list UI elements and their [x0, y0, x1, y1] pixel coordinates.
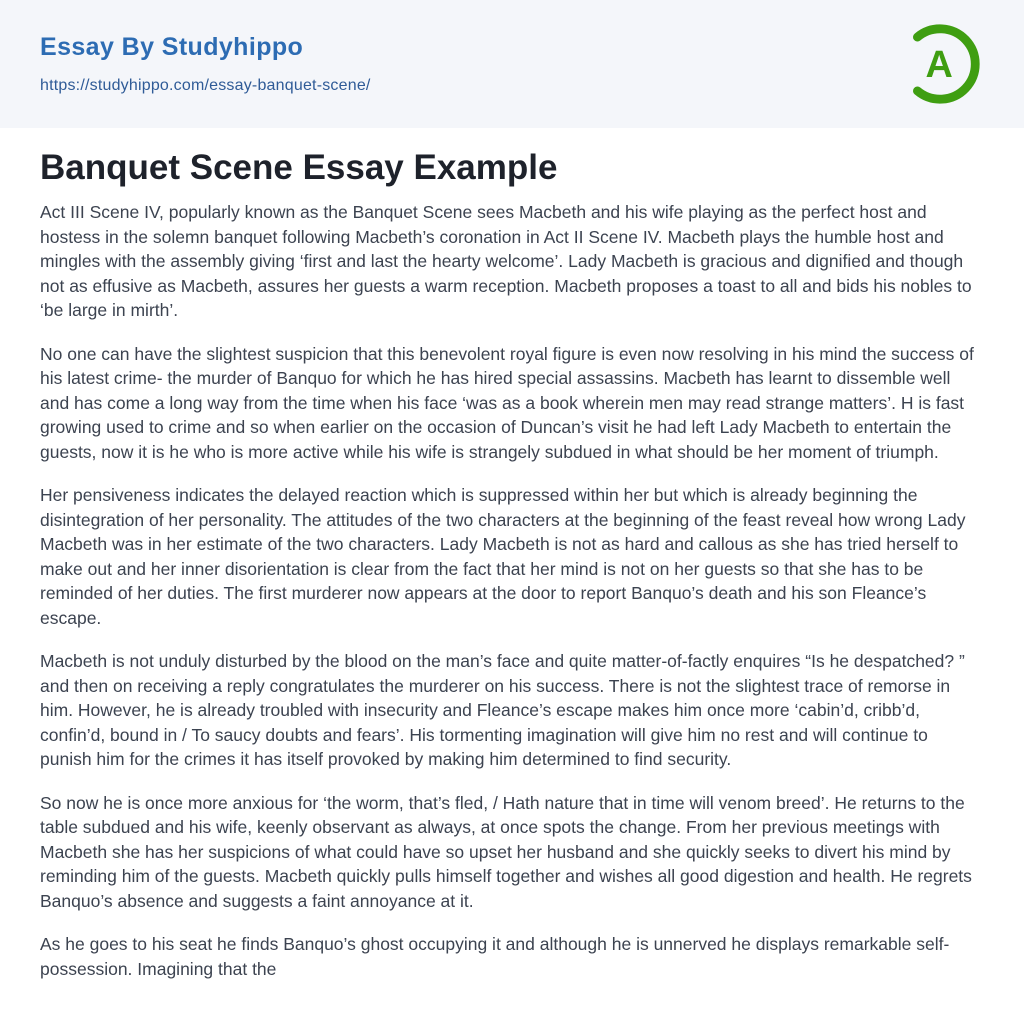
page-url-link[interactable]: https://studyhippo.com/essay-banquet-scene/: [40, 77, 371, 94]
essay-paragraph: Her pensiveness indicates the delayed reaction which is suppressed within her but which is already beginning the disintegration of her personality. The attitudes of the two characters at the beginning of the feast reveal how wrong Lady Macbeth was in her estimate of the two characters. Lady Macbeth is not as hard and callous as she has tried herself to make out and her inner disorientation is clear from the fact that her mind is not on her guests so that she has to be reminded of her duties. The first murderer now appears at the door to report Banquo’s death and his son Fleance’s escape.: [40, 485, 966, 628]
logo-letter: A: [925, 44, 953, 87]
essay-paragraph: Act III Scene IV, popularly known as the Banquet Scene sees Macbeth and his wife playing as the perfect host and hostess in the solemn banquet following Macbeth’s coronation in Act II Scene IV. Macbeth plays the humble host and mingles with the assembly giving ‘first and last the hearty welcome’. Lady Macbeth is gracious and dignified and though not as effusive as Macbeth, assures her guests a warm reception. Macbeth proposes a toast to all and bids his nobles to ‘be large in mirth’.: [40, 202, 972, 320]
essay-content: [0, 128, 1024, 981]
essay-body: [40, 200, 984, 981]
header-text-block: [40, 33, 371, 95]
site-header: [0, 0, 1024, 128]
site-name: Essay By Studyhippo: [40, 33, 304, 61]
studyhippo-logo-icon: [896, 20, 984, 108]
page-title: Banquet Scene Essay Example: [40, 148, 558, 187]
essay-paragraph: No one can have the slightest suspicion that this benevolent royal figure is even now resolving in his mind the success of his latest crime- the murder of Banquo for which he has hired special assassins. Macbeth has learnt to dissemble well and has come a long way from the time when his face ‘was as a book wherein men may read strange matters’. H is fast growing used to crime and so when earlier on the occasion of Duncan’s visit he had left Lady Macbeth to entertain the guests, now it is he who is more active while his wife is strangely subdued in what should be her moment of triumph.: [40, 343, 974, 462]
essay-paragraph: As he goes to his seat he finds Banquo’s ghost occupying it and although he is unnerved he displays remarkable self-possession. Imagining that the: [40, 934, 950, 979]
essay-paragraph: So now he is once more anxious for ‘the worm, that’s fled, / Hath nature that in time will venom breed’. He returns to the table subdued and his wife, keenly observant as always, at once spots the change. From her previous meetings with Macbeth she has her suspicions of what could have so upset her husband and she quickly seeks to divert his mind by reminding him of the guests. Macbeth quickly pulls himself together and wishes all good digestion and health. He regrets Banquo’s absence and suggests a faint annoyance at it.: [40, 792, 972, 911]
essay-paragraph: Macbeth is not unduly disturbed by the blood on the man’s face and quite matter-of-factly enquires “Is he despatched? ” and then on receiving a reply congratulates the murderer on his success. There is not the slightest trace of remorse in him. However, he is already troubled with insecurity and Fleance’s escape makes him once more ‘cabin’d, cribb’d, confin’d, bound in / To saucy doubts and fears’. His tormenting imagination will give him no rest and will continue to punish him for the crimes it has itself provoked by making him determined to find security.: [40, 651, 965, 769]
